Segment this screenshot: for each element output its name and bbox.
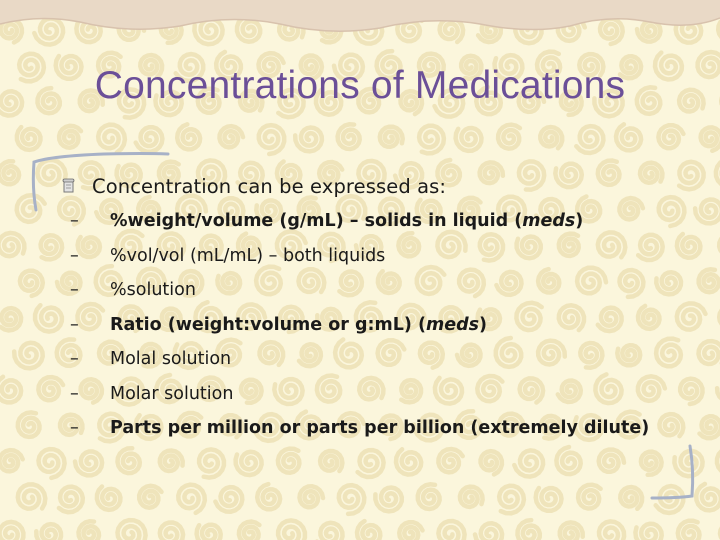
swirl-shape xyxy=(160,523,183,540)
sub-bullet-text xyxy=(110,418,649,438)
swirl-shape xyxy=(59,487,83,513)
swirl-shape xyxy=(236,452,262,475)
swirl-shape xyxy=(178,485,205,513)
swirl-shape xyxy=(700,416,720,438)
dash-marker: – xyxy=(70,418,79,439)
swirl-shape xyxy=(59,126,81,148)
dash-marker: – xyxy=(70,349,79,370)
swirl-shape xyxy=(599,450,624,472)
sub-bullet-item xyxy=(64,204,700,239)
right-bracket-decoration xyxy=(640,440,710,510)
swirl-shape xyxy=(699,341,720,364)
sub-bullet-item xyxy=(64,239,700,274)
swirl-shape xyxy=(20,271,43,296)
sub-bullet-trailing-text: ) xyxy=(575,211,584,232)
swirl-shape xyxy=(1,308,22,330)
swirl-shape xyxy=(75,452,102,476)
swirl-shape xyxy=(536,488,562,511)
swirl-shape xyxy=(481,451,502,474)
swirl-shape xyxy=(320,451,342,471)
swirl-shape xyxy=(339,485,365,514)
swirl-shape xyxy=(41,235,63,259)
swirl-shape xyxy=(599,521,624,540)
sub-bullet-main-text: %solution xyxy=(110,280,196,301)
sub-bullet-main-text: Molar solution xyxy=(110,383,234,404)
sub-bullet-trailing-text: ) xyxy=(479,314,488,335)
swirl-shape xyxy=(0,161,19,184)
swirl-shape xyxy=(79,521,100,540)
swirl-shape xyxy=(460,487,483,507)
swirl-shape xyxy=(357,521,380,540)
swirl-shape xyxy=(616,124,641,150)
swirl-shape xyxy=(215,487,242,512)
swirl-shape xyxy=(438,449,462,472)
swirl-shape xyxy=(160,451,183,472)
swirl-shape xyxy=(699,269,719,292)
swirl-shape xyxy=(199,449,224,477)
swirl-shape xyxy=(177,124,200,149)
dash-marker: – xyxy=(70,314,79,335)
sub-bullet-text xyxy=(110,315,487,335)
swirl-shape xyxy=(456,128,482,151)
sub-bullet-text xyxy=(110,349,231,369)
swirl-shape xyxy=(18,412,40,437)
swirl-shape xyxy=(514,450,543,476)
swirl-shape xyxy=(36,524,61,540)
swirl-shape xyxy=(278,520,305,540)
swirl-shape xyxy=(399,522,422,540)
swirl-shape xyxy=(658,125,683,148)
swirl-shape xyxy=(419,126,444,154)
swirl-shape xyxy=(498,125,520,149)
dash-marker: – xyxy=(70,383,79,404)
swirl-shape xyxy=(338,124,360,149)
sub-bullet-text xyxy=(110,280,196,300)
swirl-shape xyxy=(17,127,41,150)
swirl-shape xyxy=(475,523,502,540)
swirl-shape xyxy=(317,523,343,540)
swirl-shape xyxy=(560,522,583,540)
swirl-shape xyxy=(438,521,464,540)
swirl-shape xyxy=(295,128,322,152)
swirl-shape xyxy=(0,450,23,471)
swirl-shape xyxy=(278,449,300,473)
swirl-shape xyxy=(0,377,21,403)
swirl-shape xyxy=(635,524,661,540)
swirl-shape xyxy=(396,449,421,474)
swirl-shape xyxy=(197,525,221,540)
swirl-shape xyxy=(578,485,601,509)
swirl-shape xyxy=(701,127,720,150)
swirl-shape xyxy=(139,486,161,508)
sub-bullet-list xyxy=(64,204,700,446)
swirl-shape xyxy=(556,447,580,474)
sub-bullet-main-text: %weight/volume (g/mL) – solids in liquid ( xyxy=(110,211,523,232)
swirl-shape xyxy=(576,126,603,153)
swirl-shape xyxy=(499,486,524,514)
sub-bullet-text xyxy=(110,246,385,266)
swirl-shape xyxy=(259,125,284,154)
main-bullet xyxy=(60,168,700,204)
slide-title: Concentrations of Medications xyxy=(94,64,626,107)
swirl-shape xyxy=(678,521,700,540)
swirl-shape xyxy=(620,487,642,509)
swirl-shape xyxy=(239,522,260,540)
sub-bullet-item xyxy=(64,342,700,377)
scroll-bullet-icon xyxy=(62,178,76,194)
swirl-shape xyxy=(380,127,403,147)
swirl-shape xyxy=(118,520,146,540)
swirl-shape xyxy=(257,484,280,509)
swirl-shape xyxy=(358,450,384,477)
sub-bullet-text xyxy=(110,384,233,404)
swirl-shape xyxy=(375,488,401,512)
sub-bullet-main-text: %vol/vol (mL/mL) – both liquids xyxy=(110,245,386,266)
swirl-shape xyxy=(418,484,440,509)
sub-bullet-italic-text: meds xyxy=(425,314,480,335)
swirl-shape xyxy=(0,233,24,256)
sub-bullet-text xyxy=(110,211,583,231)
dash-marker: – xyxy=(70,211,79,232)
sub-bullet-item xyxy=(64,308,700,343)
main-bullet-text: Concentration can be expressed as: xyxy=(92,174,447,198)
sub-bullet-main-text: Molal solution xyxy=(110,349,232,370)
dash-marker: – xyxy=(70,245,79,266)
sub-bullet-main-text: Ratio (weight:volume or g:mL) ( xyxy=(110,314,426,335)
dash-marker: – xyxy=(70,280,79,301)
sub-bullet-italic-text: meds xyxy=(522,211,576,232)
sub-bullet-item xyxy=(64,411,700,446)
sub-bullet-item xyxy=(64,377,700,412)
slide-content xyxy=(60,168,700,446)
swirl-shape xyxy=(518,520,540,540)
swirl-shape xyxy=(14,343,43,369)
swirl-shape xyxy=(18,484,46,508)
swirl-shape xyxy=(220,126,244,147)
top-decorative-band xyxy=(0,0,720,34)
swirl-shape xyxy=(540,127,562,148)
sub-bullet-main-text: Parts per million or parts per billion (extremely dilute) xyxy=(110,418,650,439)
swirl-shape xyxy=(0,522,23,540)
swirl-shape xyxy=(118,448,140,473)
sub-bullet-item xyxy=(64,273,700,308)
swirl-shape xyxy=(39,449,65,478)
swirl-shape xyxy=(716,163,720,187)
swirl-shape xyxy=(35,305,62,331)
swirl-shape xyxy=(300,486,324,507)
swirl-shape xyxy=(97,487,121,510)
